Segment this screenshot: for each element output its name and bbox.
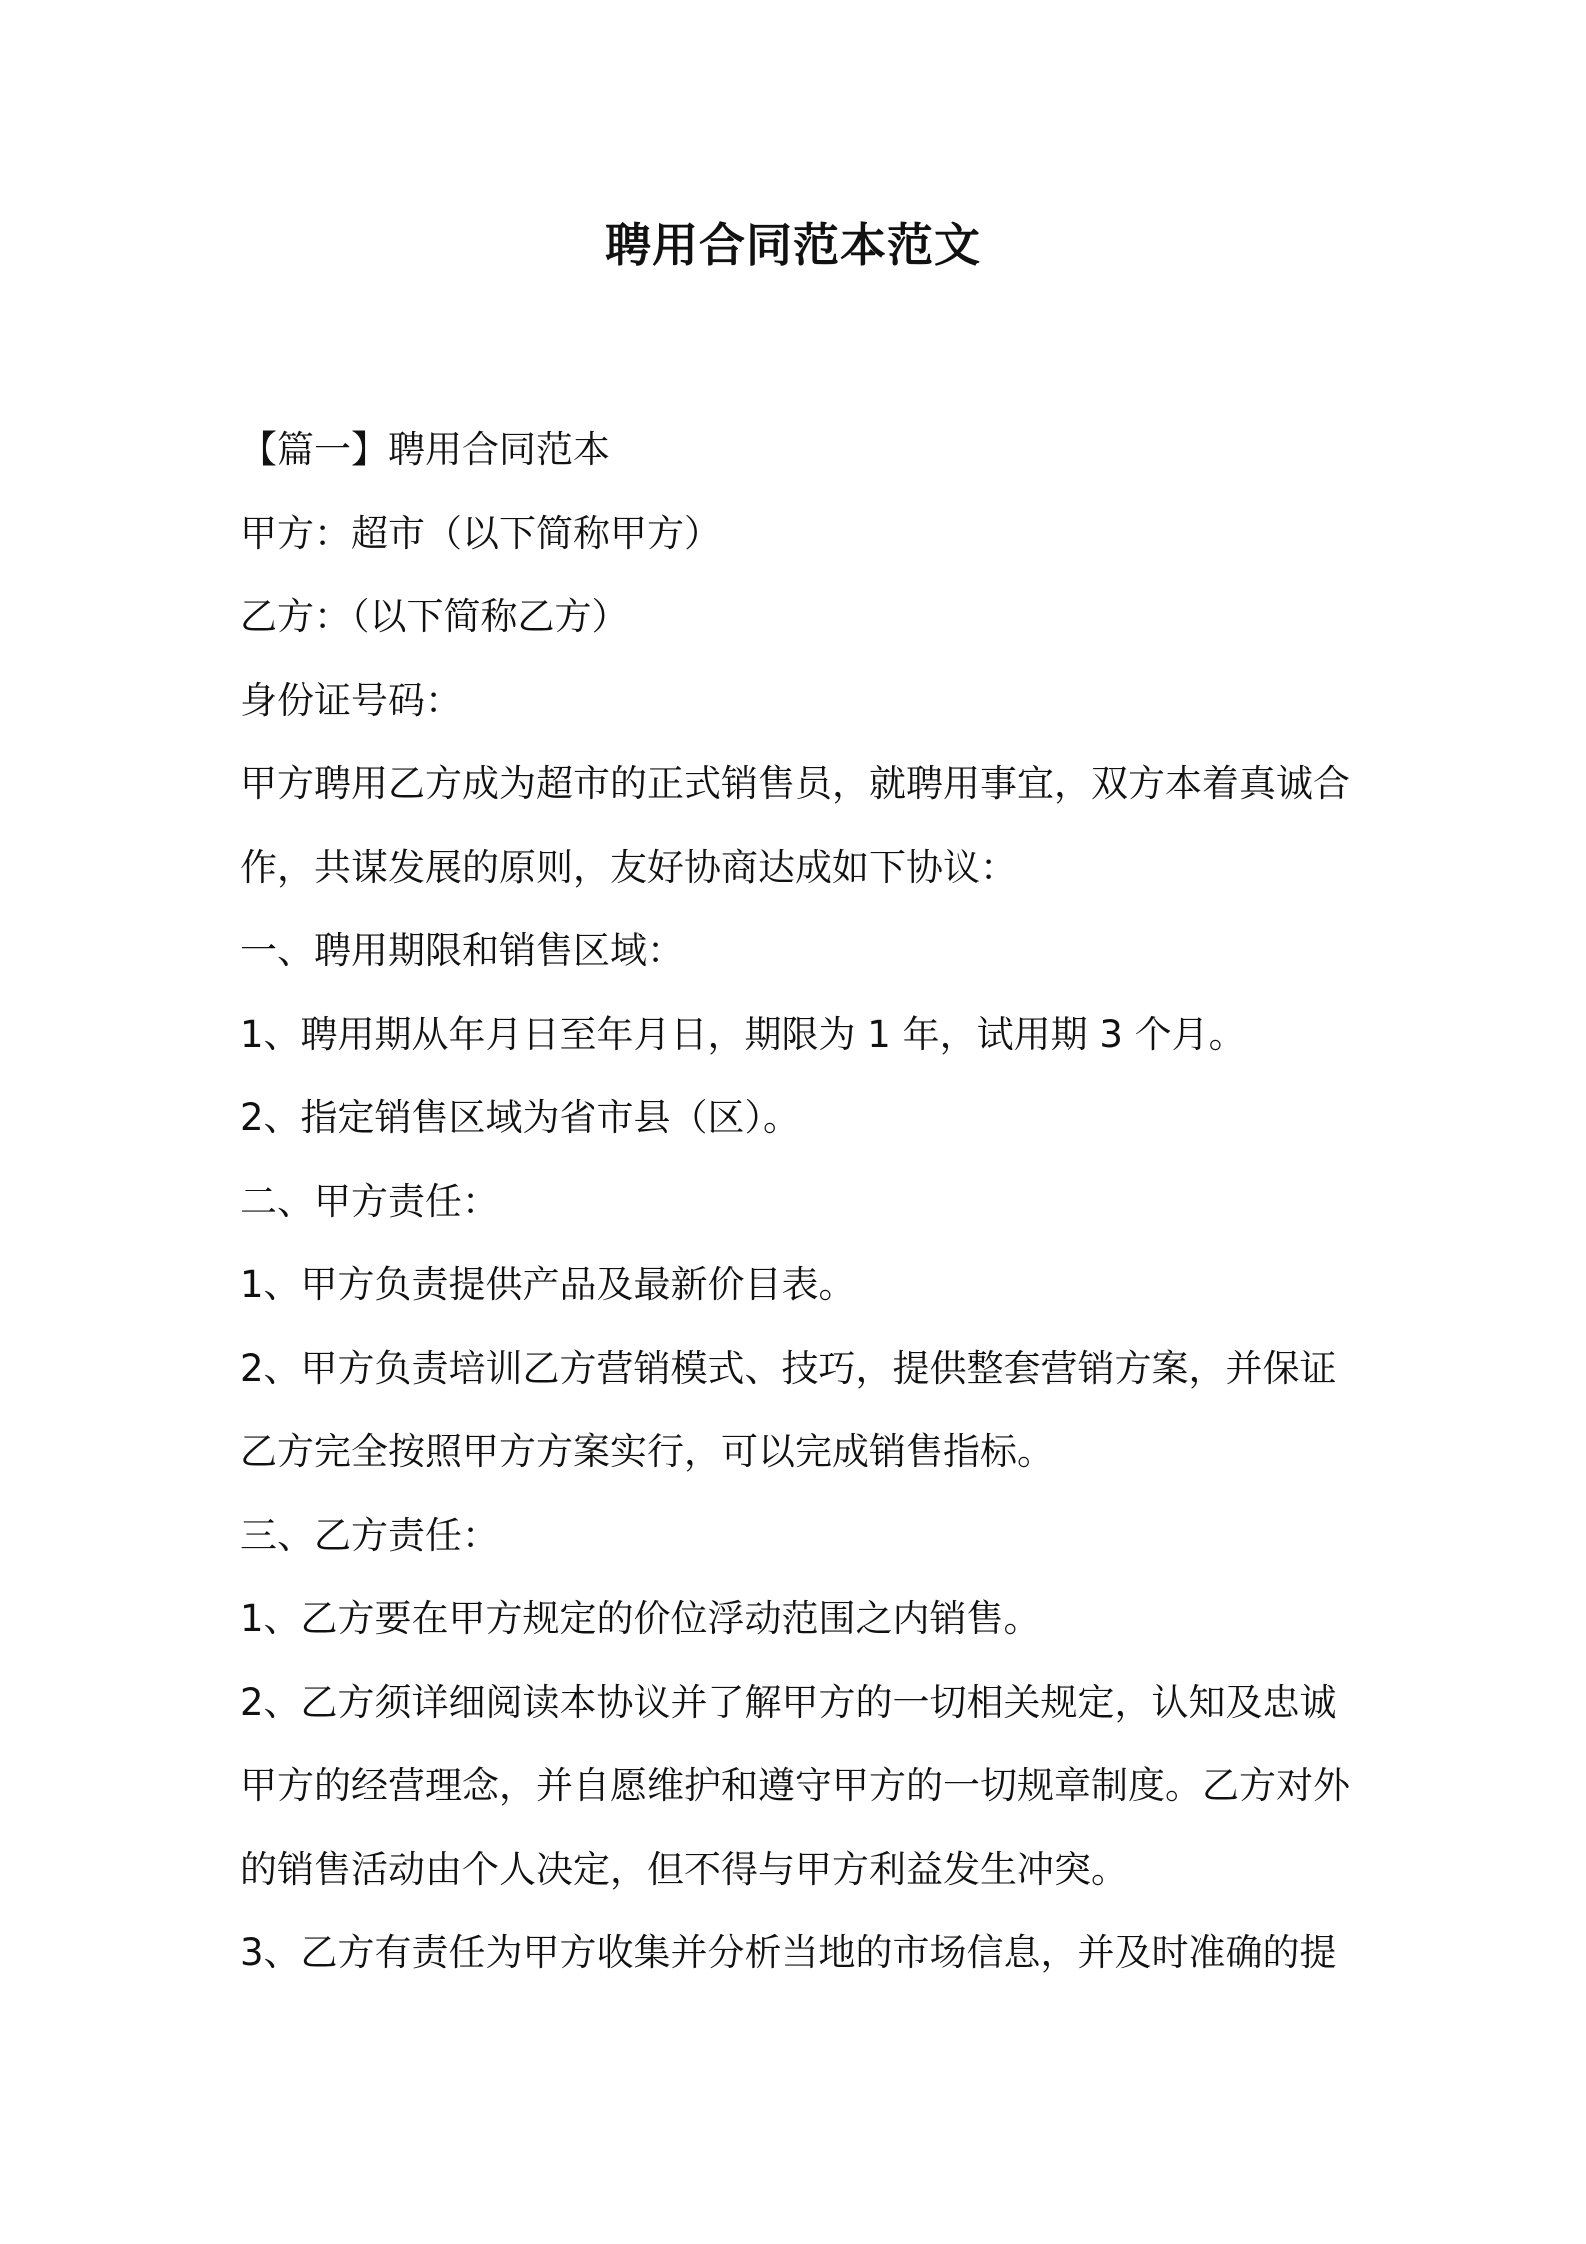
clause-item: 1、甲方负责提供产品及最新价目表。 [240, 1263, 856, 1306]
clause-heading-two: 二、甲方责任： [240, 1179, 499, 1223]
document-title: 聘用合同范本范文 [605, 218, 981, 272]
section-heading-part-one: 【篇一】聘用合同范本 [240, 428, 610, 471]
clause-heading-three: 三、乙方责任： [240, 1513, 499, 1557]
paragraph-line: 作，共谋发展的原则，友好协商达成如下协议： [240, 845, 1017, 889]
clause-item-continuation: 的销售活动由个人决定，但不得与甲方利益发生冲突。 [240, 1847, 1128, 1891]
clause-item: 1、乙方要在甲方规定的价位浮动范围之内销售。 [240, 1597, 1041, 1640]
clause-item: 2、乙方须详细阅读本协议并了解甲方的一切相关规定，认知及忠诚 [240, 1680, 1337, 1724]
id-number-line: 身份证号码： [240, 678, 462, 722]
clause-item: 1、聘用期从年月日至年月日，期限为 1 年，试用期 3 个月。 [240, 1012, 1246, 1056]
clause-heading-one: 一、聘用期限和销售区域： [240, 929, 684, 972]
clause-item: 2、指定销售区域为省市县（区）。 [240, 1096, 801, 1139]
party-a-line: 甲方：超市（以下简称甲方） [240, 511, 721, 555]
clause-item: 3、乙方有责任为甲方收集并分析当地的市场信息，并及时准确的提 [240, 1931, 1337, 1974]
clause-item: 2、甲方负责培训乙方营销模式、技巧，提供整套营销方案，并保证 [240, 1346, 1337, 1390]
clause-item-continuation: 甲方的经营理念，并自愿维护和遵守甲方的一切规章制度。乙方对外 [240, 1764, 1350, 1807]
paragraph-line: 甲方聘用乙方成为超市的正式销售员，就聘用事宜，双方本着真诚合 [240, 762, 1350, 805]
document-body [240, 408, 1360, 1995]
party-b-line: 乙方：（以下简称乙方） [240, 595, 629, 638]
clause-item-continuation: 乙方完全按照甲方方案实行，可以完成销售指标。 [240, 1430, 1054, 1473]
